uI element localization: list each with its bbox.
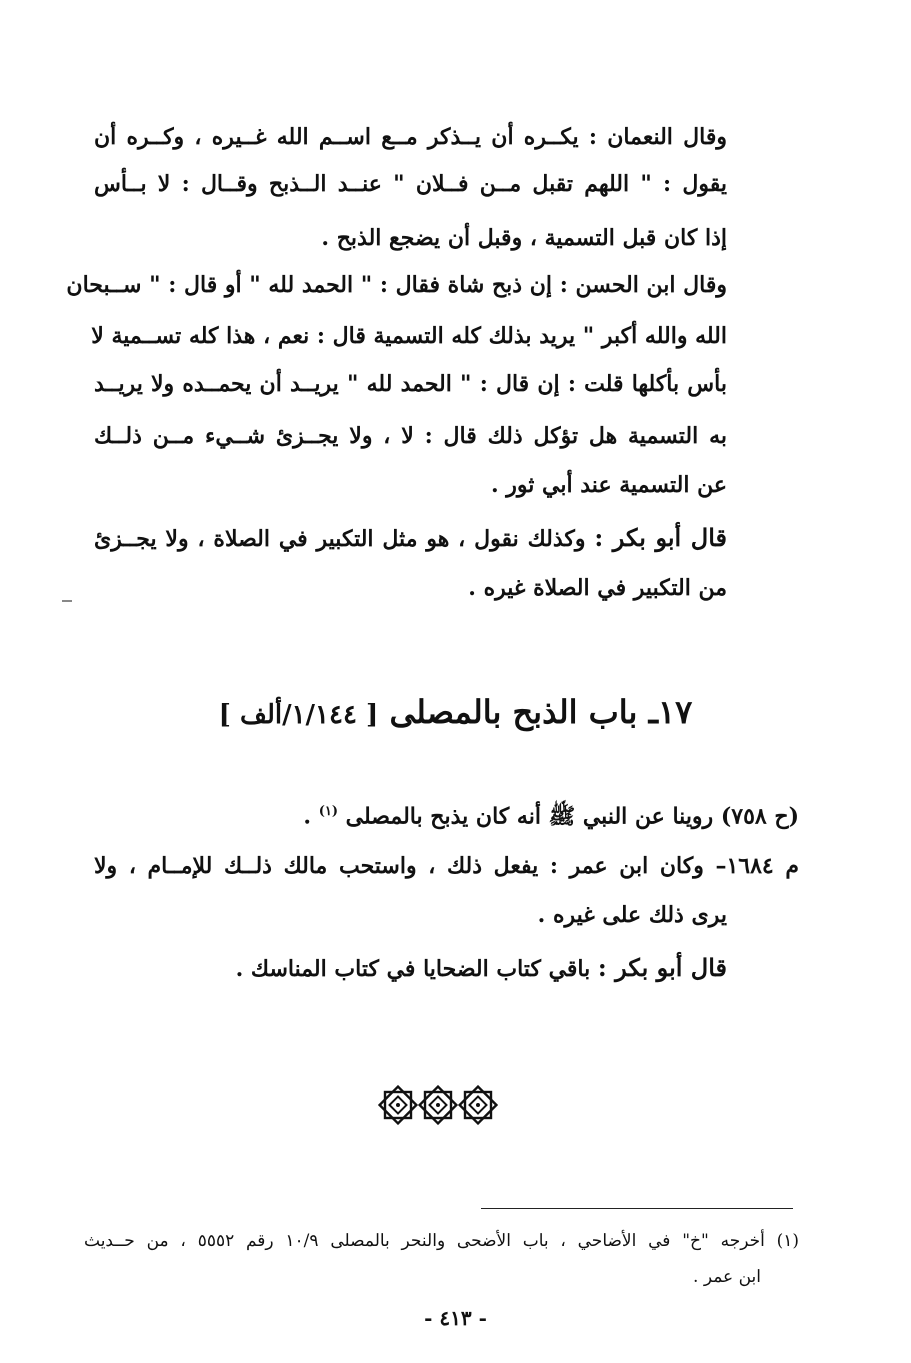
chapter-heading [0, 688, 911, 739]
paragraph3-line1 [94, 518, 727, 559]
paragraph2-line1: وقال ابن الحسن : إن ذبح شاة فقال : " الحمد لله " أو قال : " ســبحان [66, 272, 727, 298]
paragraph2-line3: بأس بأكلها قلت : إن قال : " الحمد لله " يريــد أن يحمــده ولا يريــد [94, 371, 727, 397]
star-ornament-icon [380, 1087, 417, 1124]
scan-speck [62, 600, 72, 602]
star-ornament-icon [420, 1087, 457, 1124]
footnote-line1: (١) أخرجه "خ" في الأضاحي ، باب الأضحى والنحر بالمصلى ١٠/٩ رقم ٥٥٥٢ ، من حــديث [84, 1231, 800, 1251]
paragraph2-line5: عن التسمية عند أبي ثور . [490, 472, 727, 498]
paragraph1-line1: وقال النعمان : يكــره أن يــذكر مــع اســم الله غــيره ، وكــره أن [94, 124, 727, 150]
hadith-end: . [303, 803, 312, 830]
paragraph3-line2: من التكبير في الصلاة غيره . [468, 575, 727, 601]
footnote-marker: (١) [318, 804, 338, 819]
masala-line2: يرى ذلك على غيره . [537, 902, 727, 928]
page-number: - ٤١٣ - [424, 1306, 487, 1330]
paragraph1-line2: يقول : " اللهم تقبل مــن فــلان " عنــد الــذبح وقــال : لا بــأس [94, 171, 727, 197]
hadith-line [303, 792, 799, 836]
closing-lead: قال أبو بكر : [597, 953, 727, 982]
ornament-row [378, 1085, 498, 1125]
footnote-separator [481, 1208, 793, 1209]
paragraph2-line4: به التسمية هل تؤكل ذلك قال : لا ، ولا يجــزئ شــيء مــن ذلــك [94, 423, 727, 449]
footnote-line2: ابن عمر . [693, 1267, 761, 1287]
paragraph3-line1-text: وكذلك نقول ، هو مثل التكبير في الصلاة ، ولا يجــزئ [94, 526, 595, 552]
paragraph3-lead: قال أبو بكر : [594, 523, 727, 552]
closing-text: باقي كتاب الضحايا في كتاب المناسك . [235, 956, 598, 982]
closing-line [236, 948, 727, 989]
hadith-text: (ح ٧٥٨) روينا عن النبي ﷺ أنه كان يذبح بالمصلى [345, 803, 799, 830]
manuscript-reference: [ ١/١٤٤/ألف ] [218, 700, 379, 730]
paragraph2-line2: الله والله أكبر " يريد بذلك كله التسمية قال : نعم ، هذا كله تســمية لا [91, 323, 727, 349]
masala-line1: م ١٦٨٤– وكان ابن عمر : يفعل ذلك ، واستحب مالك ذلــك للإمــام ، ولا [94, 853, 799, 879]
star-ornament-icon [460, 1087, 497, 1124]
paragraph1-line3: إذا كان قبل التسمية ، وقبل أن يضجع الذبح . [321, 225, 727, 251]
chapter-title: ١٧ـ باب الذبح بالمصلى [389, 693, 693, 731]
